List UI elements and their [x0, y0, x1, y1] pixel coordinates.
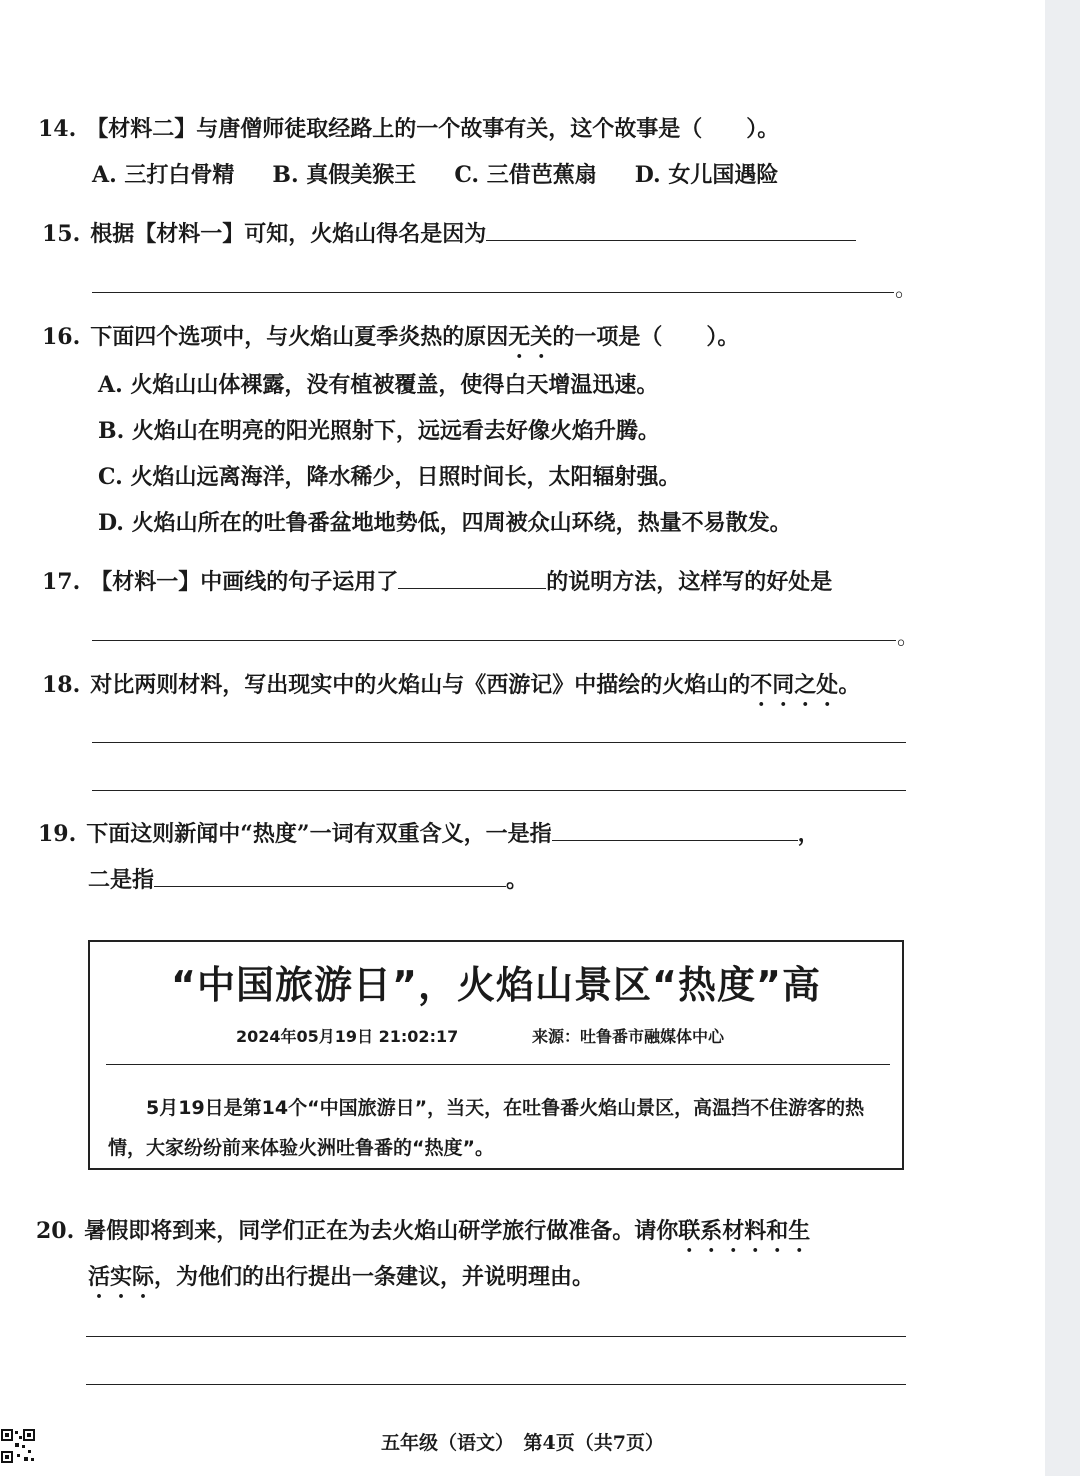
period: 。 [897, 625, 920, 650]
news-source: 来源：吐鲁番市融媒体中心 [532, 1027, 725, 1046]
question-15 [42, 218, 856, 249]
question-stem-a: 下面四个选项中，与火焰山夏季炎热的原因 [90, 324, 509, 350]
question-stem-a: 下面这则新闻中“热度”一词有双重含义，一是指 [86, 821, 552, 847]
question-stem-b: 的说明方法，这样写的好处是 [546, 569, 833, 595]
option-b: B. 真假美猴王 [272, 162, 417, 188]
emphasized-text: 活实际 [88, 1264, 155, 1290]
answer-line[interactable] [92, 640, 896, 641]
news-title: “中国旅游日”，火焰山景区“热度”高 [171, 963, 821, 1007]
question-stem-b: 。 [838, 672, 861, 698]
option-d: D. 火焰山所在的吐鲁番盆地地势低，四周被众山环绕，热量不易散发。 [98, 510, 792, 536]
page-edge [1045, 0, 1080, 1476]
question-number: 20. [36, 1218, 75, 1244]
question-number: 17. [42, 569, 81, 595]
question-17 [42, 566, 832, 597]
answer-line[interactable] [86, 1384, 906, 1385]
answer-blank[interactable] [154, 864, 506, 887]
question-stem-a: 对比两则材料，写出现实中的火焰山与《西游记》中描绘的火焰山的 [90, 672, 751, 698]
question-14-options [92, 160, 778, 190]
question-stem: 【材料二】与唐僧师徒取经路上的一个故事有关，这个故事是（ ）。 [86, 116, 780, 142]
news-date: 2024年05月19日 21:02:17 [236, 1027, 459, 1046]
question-number: 16. [42, 324, 81, 350]
answer-line[interactable] [86, 1336, 906, 1337]
answer-line[interactable] [92, 742, 906, 743]
answer-blank[interactable] [398, 566, 546, 589]
news-body: 5月19日是第14个“中国旅游日”，当天，在吐鲁番火焰山景区，高温挡不住游客的热情，大家纷纷前来体验火洲吐鲁番的“热度”。 [108, 1097, 865, 1159]
qr-code-icon [0, 1428, 36, 1464]
question-number: 15. [42, 221, 81, 247]
news-box [88, 940, 904, 1170]
option-d: D. 女儿国遇险 [634, 162, 779, 188]
question-19-line-2 [88, 864, 528, 895]
question-stem-b: 二是指 [88, 867, 155, 893]
question-stem-a: 【材料一】中画线的句子运用了 [90, 569, 399, 595]
option-c: C. 火焰山远离海洋，降水稀少，日照时间长，太阳辐射强。 [98, 464, 681, 490]
question-number: 14. [38, 116, 77, 142]
question-stem: 根据【材料一】可知，火焰山得名是因为 [90, 221, 487, 247]
question-stem-a: 暑假即将到来，同学们正在为去火焰山研学旅行做准备。请你 [84, 1218, 679, 1244]
question-stem-b: 的一项是（ ）。 [552, 324, 740, 350]
emphasized-text: 不同之处 [750, 672, 839, 698]
question-number: 19. [38, 821, 77, 847]
option-a: A. 火焰山山体裸露，没有植被覆盖，使得白天增温迅速。 [98, 372, 659, 398]
emphasized-text: 联系材料和生 [678, 1218, 811, 1244]
question-stem-b: ，为他们的出行提出一条建议，并说明理由。 [154, 1264, 595, 1290]
question-19 [38, 818, 820, 849]
option-c: C. 三借芭蕉扇 [454, 162, 597, 188]
question-14 [38, 114, 779, 144]
question-number: 18. [42, 672, 81, 698]
question-18 [42, 670, 860, 711]
comma: ， [797, 821, 820, 847]
period: 。 [895, 277, 918, 302]
divider [106, 1064, 890, 1065]
page-footer: 五年级（语文） 第4页（共7页） [381, 1432, 664, 1454]
answer-blank[interactable] [552, 818, 798, 841]
question-20-line-2 [88, 1262, 594, 1303]
answer-blank[interactable] [486, 218, 856, 241]
question-20 [36, 1216, 810, 1257]
option-a: A. 三打白骨精 [92, 162, 235, 188]
period: 。 [506, 867, 529, 893]
answer-line[interactable] [92, 292, 894, 293]
emphasized-text: 无关 [508, 324, 553, 350]
answer-line[interactable] [92, 790, 906, 791]
question-16 [42, 322, 739, 363]
option-b: B. 火焰山在明亮的阳光照射下，远远看去好像火焰升腾。 [98, 418, 660, 444]
